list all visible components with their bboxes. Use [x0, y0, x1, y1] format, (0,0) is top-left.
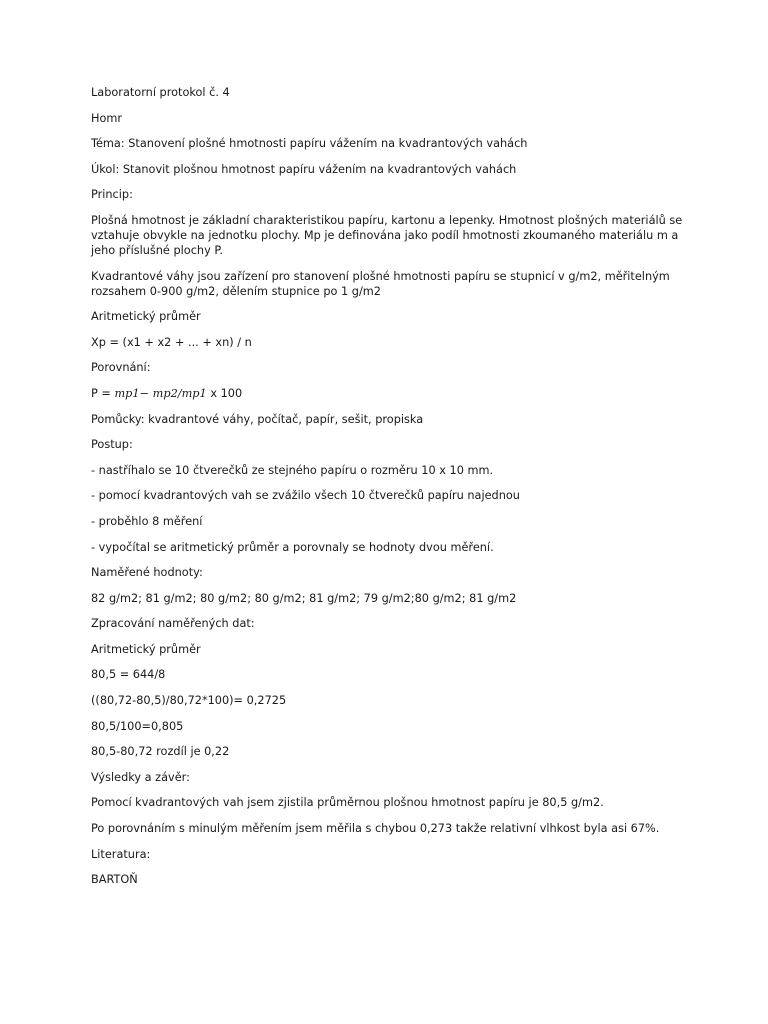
procedure-step: - pomocí kvadrantových vah se zvážilo všech 10 čtverečků papíru najednou	[91, 489, 520, 503]
principle-paragraph-2: Kvadrantové váhy jsou zařízení pro stanovení plošné hmotnosti papíru se stupnicí v g/m2, měřitelným rozsahem 0-900 g/m2, dělením stupnice po 1 g/m2	[91, 269, 670, 298]
document-title: Laboratorní protokol č. 4	[91, 86, 230, 99]
procedure-step: - nastříhalo se 10 čtverečků ze stejného papíru o rozměru 10 x 10 mm.	[91, 463, 494, 477]
literature-heading: Literatura:	[91, 847, 151, 861]
comparison-suffix: x 100	[206, 386, 243, 400]
procedure-heading: Postup:	[91, 438, 133, 452]
author-name: Homr	[91, 111, 123, 125]
measured-values: 82 g/m2; 81 g/m2; 80 g/m2; 80 g/m2; 81 g/m2; 79 g/m2;80 g/m2; 81 g/m2	[91, 591, 517, 605]
results-paragraph-2: Po porovnáním s minulým měřením jsem měřila s chybou 0,273 takže relativní vlhkost byla asi 67%.	[91, 822, 660, 836]
mean-heading: Aritmetický průměr	[91, 310, 201, 324]
topic-line: Téma: Stanovení plošné hmotnosti papíru vážením na kvadrantových vahách	[91, 137, 528, 151]
document-body	[91, 85, 691, 898]
comparison-heading: Porovnání:	[91, 361, 151, 375]
calc-line: 80,5-80,72 rozdíl je 0,22	[91, 745, 230, 759]
mean-formula: Xp = (x1 + x2 + ... + xn) / n	[91, 335, 252, 349]
results-heading: Výsledky a závěr:	[91, 770, 190, 784]
processing-heading: Zpracování naměřených dat:	[91, 617, 255, 631]
principle-heading: Princip:	[91, 188, 133, 202]
calc-line: ((80,72-80,5)/80,72*100)= 0,2725	[91, 694, 287, 708]
results-paragraph-1: Pomocí kvadrantových vah jsem zjistila průměrnou plošnou hmotnost papíru je 80,5 g/m2.	[91, 796, 604, 810]
comparison-formula: 𝑚𝑝1− 𝑚𝑝2/𝑚𝑝1	[114, 386, 207, 400]
literature-item: BARTOŇ	[91, 873, 138, 887]
calc-line: 80,5 = 644/8	[91, 668, 166, 682]
task-line: Úkol: Stanovit plošnou hmotnost papíru vážením na kvadrantových vahách	[91, 162, 517, 176]
procedure-step: - proběhlo 8 měření	[91, 514, 203, 528]
processing-mean-heading: Aritmetický průměr	[91, 642, 201, 656]
principle-paragraph-1: Plošná hmotnost je základní charakteristikou papíru, kartonu a lepenky. Hmotnost plošných materiálů se vztahuje obvykle na jednotku plochy. Mp je definována jako podíl hmotnosti zkoumaného materiálu m a jeho příslušné plochy P.	[91, 213, 683, 257]
procedure-step: - vypočítal se aritmetický průměr a porovnaly se hodnoty dvou měření.	[91, 540, 494, 554]
measured-heading: Naměřené hodnoty:	[91, 566, 203, 580]
calc-line: 80,5/100=0,805	[91, 719, 184, 733]
tools-line: Pomůcky: kvadrantové váhy, počítač, papír, sešit, propiska	[91, 412, 424, 426]
comparison-formula-line	[91, 386, 691, 401]
comparison-prefix: P =	[91, 386, 115, 400]
